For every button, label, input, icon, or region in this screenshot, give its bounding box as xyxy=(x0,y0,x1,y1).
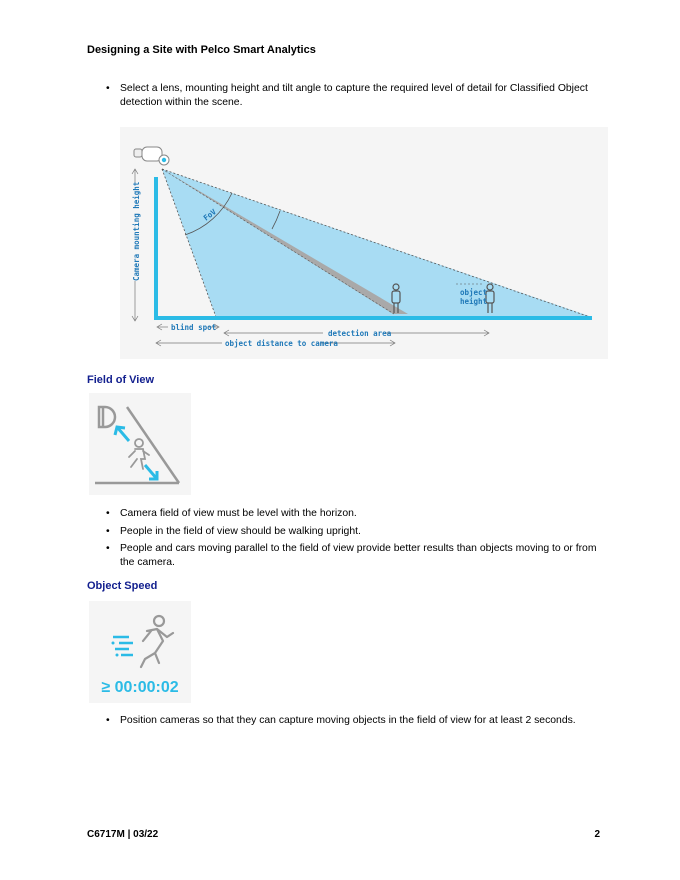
fov-label: FoV xyxy=(201,207,218,223)
list-item: • Camera field of view must be level with the horizon. xyxy=(105,507,610,521)
document-id: C6717M | 03/22 xyxy=(87,829,159,840)
list-item: • People in the field of view should be walking upright. xyxy=(105,525,610,539)
page-header: Designing a Site with Pelco Smart Analytics xyxy=(87,44,316,56)
list-item: • People and cars moving parallel to the field of view provide better results than objects moving to or from the camera. xyxy=(105,542,610,569)
diagram-svg xyxy=(120,127,608,359)
object-height-label: object xyxy=(460,288,488,297)
object-speed-heading: Object Speed xyxy=(87,580,158,592)
page-number: 2 xyxy=(594,829,600,840)
blind-spot-label: blind spot xyxy=(171,323,217,332)
object-speed-icon xyxy=(89,601,191,703)
object-speed-list xyxy=(105,714,610,732)
field-of-view-icon xyxy=(89,393,191,495)
camera-icon xyxy=(134,147,169,165)
detection-area-label: detection area xyxy=(328,329,392,338)
field-of-view-list xyxy=(105,507,610,573)
object-height-label: height xyxy=(460,297,488,306)
list-item: • Select a lens, mounting height and tilt angle to capture the required level of detail for Classified Object detection within the scene. xyxy=(105,82,610,109)
intro-list xyxy=(105,82,610,113)
height-label: Camera mounting height xyxy=(132,181,141,281)
camera-placement-diagram xyxy=(120,127,608,359)
list-item: • Position cameras so that they can capture moving objects in the field of view for at least 2 seconds. xyxy=(105,714,610,728)
object-distance-label: object distance to camera xyxy=(225,339,338,348)
field-of-view-heading: Field of View xyxy=(87,374,155,386)
minimum-duration-label: ≥ 00:00:02 xyxy=(101,679,179,696)
